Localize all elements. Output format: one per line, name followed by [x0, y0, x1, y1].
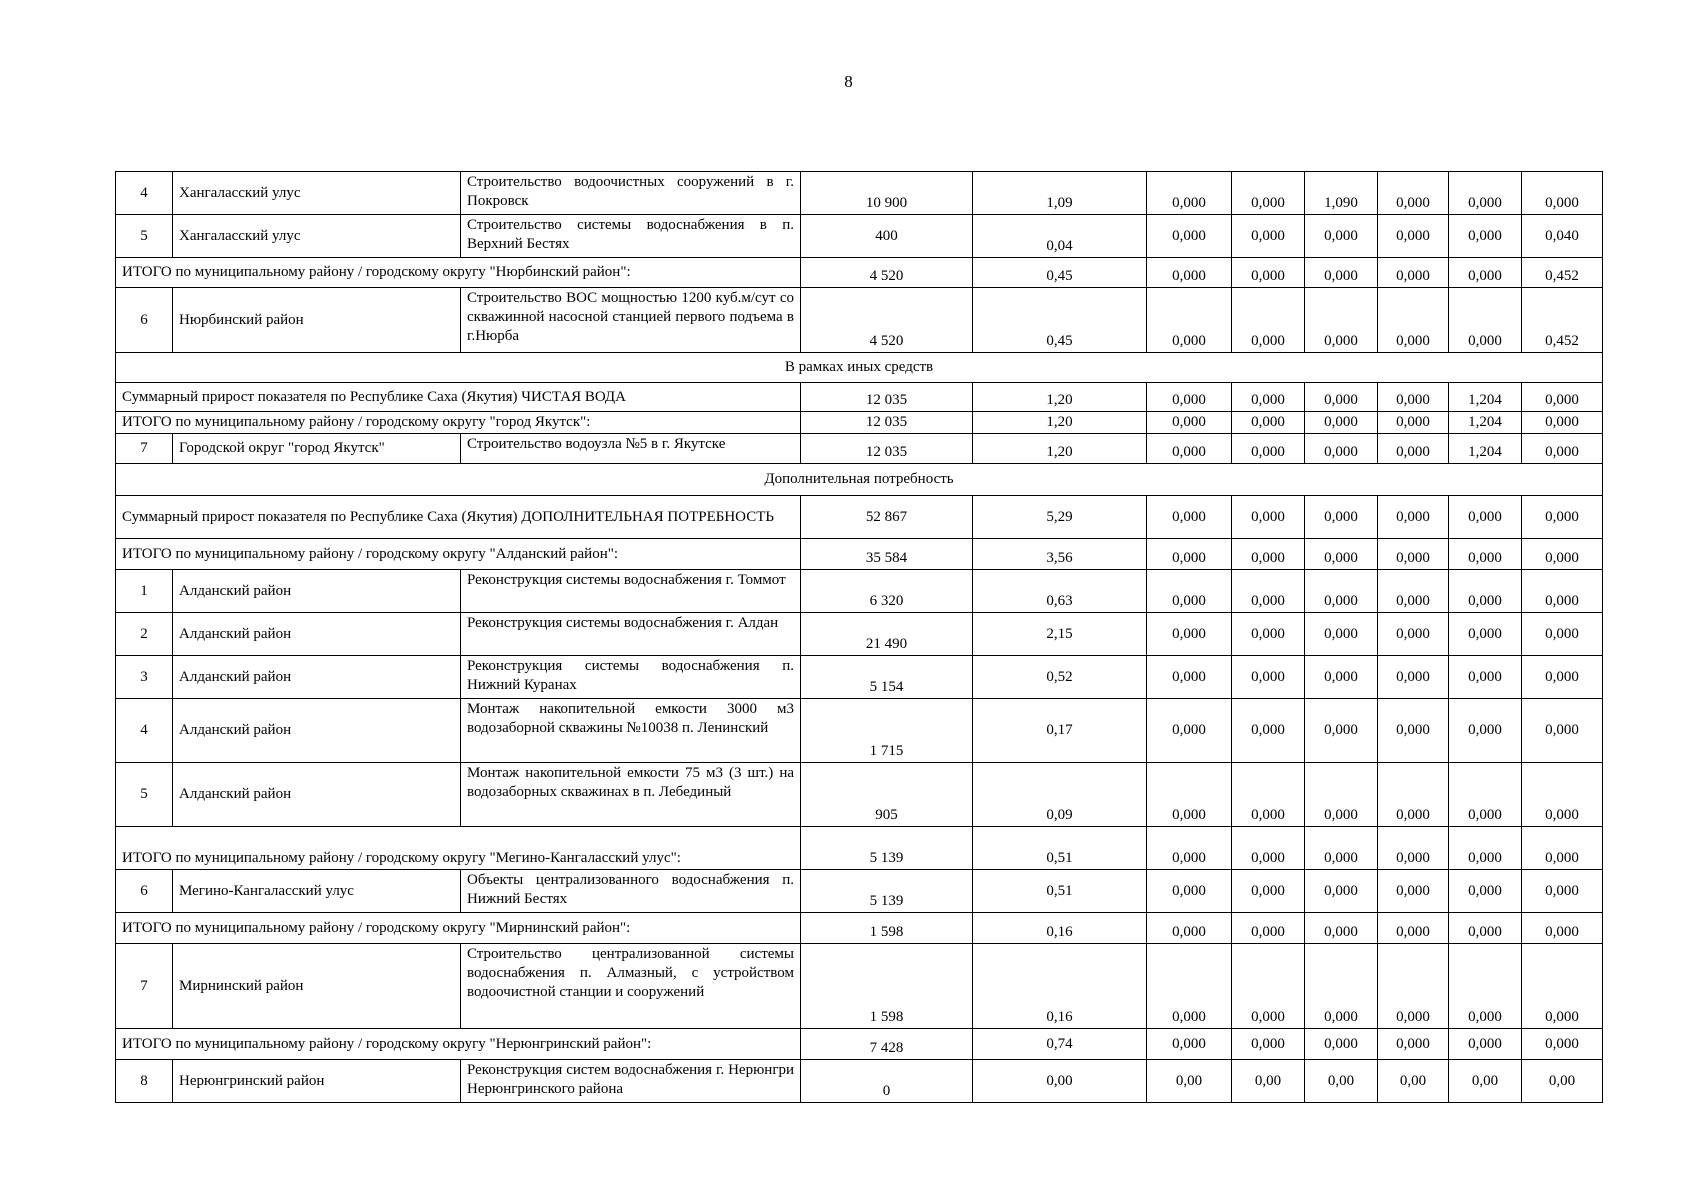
total-volume: 6 320: [801, 570, 973, 613]
year-value: 0,000: [1147, 944, 1232, 1029]
total-row: [116, 1029, 1603, 1060]
table-row: [116, 870, 1603, 913]
total-row: [116, 827, 1603, 870]
total-label: ИТОГО по муниципальному району / городскому округу "Нюрбинский район":: [116, 258, 801, 288]
year-value: 0,000: [1147, 699, 1232, 763]
indicator-increase: 0,16: [973, 913, 1147, 944]
year-value: 0,00: [1305, 1060, 1378, 1103]
year-value: 0,000: [1378, 613, 1449, 656]
year-value: 0,000: [1147, 215, 1232, 258]
total-volume: 1 715: [801, 699, 973, 763]
year-value: 0,000: [1449, 215, 1522, 258]
row-number: 6: [116, 870, 173, 913]
year-value: 0,000: [1305, 383, 1378, 412]
indicator-increase: 0,16: [973, 944, 1147, 1029]
year-value: 0,000: [1232, 258, 1305, 288]
section-header: Дополнительная потребность: [116, 464, 1603, 496]
indicator-increase: 0,17: [973, 699, 1147, 763]
row-number: 7: [116, 944, 173, 1029]
indicator-increase: 0,00: [973, 1060, 1147, 1103]
row-number: 2: [116, 613, 173, 656]
year-value: 0,000: [1449, 1029, 1522, 1060]
year-value: 0,452: [1522, 258, 1603, 288]
year-value: 0,000: [1232, 944, 1305, 1029]
year-value: 0,000: [1147, 870, 1232, 913]
year-value: 0,000: [1232, 172, 1305, 215]
year-value: 0,000: [1378, 288, 1449, 353]
year-value: 0,000: [1232, 215, 1305, 258]
year-value: 0,000: [1522, 944, 1603, 1029]
year-value: 0,000: [1147, 570, 1232, 613]
year-value: 0,000: [1449, 570, 1522, 613]
year-value: 0,000: [1522, 412, 1603, 434]
row-number: 6: [116, 288, 173, 353]
total-volume: 4 520: [801, 288, 973, 353]
district-name: Городской округ "город Якутск": [173, 434, 461, 464]
year-value: 0,000: [1522, 1029, 1603, 1060]
year-value: 0,000: [1232, 496, 1305, 539]
total-label: ИТОГО по муниципальному району / городскому округу "Мегино-Кангаласский улус":: [116, 827, 801, 870]
district-name: Алданский район: [173, 570, 461, 613]
year-value: 0,000: [1449, 944, 1522, 1029]
year-value: 0,000: [1232, 699, 1305, 763]
section-row: [116, 464, 1603, 496]
year-value: 0,040: [1522, 215, 1603, 258]
total-volume: 35 584: [801, 539, 973, 570]
table-body: [116, 172, 1603, 1103]
year-value: 0,000: [1305, 944, 1378, 1029]
year-value: 0,000: [1147, 539, 1232, 570]
row-number: 7: [116, 434, 173, 464]
year-value: 0,000: [1232, 656, 1305, 699]
year-value: 0,000: [1232, 827, 1305, 870]
year-value: 0,000: [1232, 412, 1305, 434]
district-name: Нюрбинский район: [173, 288, 461, 353]
year-value: 0,000: [1522, 434, 1603, 464]
total-volume: 5 154: [801, 656, 973, 699]
year-value: 0,000: [1378, 944, 1449, 1029]
total-volume: 7 428: [801, 1029, 973, 1060]
table-row: [116, 288, 1603, 353]
indicator-increase: 0,45: [973, 288, 1147, 353]
year-value: 0,000: [1522, 763, 1603, 827]
section-row: [116, 353, 1603, 383]
year-value: 0,000: [1305, 913, 1378, 944]
year-value: 0,000: [1378, 870, 1449, 913]
year-value: 0,000: [1232, 870, 1305, 913]
total-volume: 1 598: [801, 913, 973, 944]
year-value: 0,000: [1232, 383, 1305, 412]
total-label: Суммарный прирост показателя по Республике Саха (Якутия) ДОПОЛНИТЕЛЬНАЯ ПОТРЕБНОСТЬ: [116, 496, 801, 539]
object-name: Реконструкция системы водоснабжения г. Томмот: [461, 570, 801, 613]
total-volume: 12 035: [801, 412, 973, 434]
year-value: 0,000: [1147, 763, 1232, 827]
object-name: Строительство ВОС мощностью 1200 куб.м/сут со скважинной насосной станцией первого подъема в г.Нюрба: [461, 288, 801, 353]
indicator-increase: 1,20: [973, 434, 1147, 464]
row-number: 4: [116, 699, 173, 763]
year-value: 0,000: [1522, 613, 1603, 656]
indicator-increase: 0,51: [973, 870, 1147, 913]
object-name: Строительство системы водоснабжения в п. Верхний Бестях: [461, 215, 801, 258]
year-value: 0,00: [1449, 1060, 1522, 1103]
water-projects-table: [115, 171, 1603, 1103]
page-number: 8: [844, 72, 853, 91]
row-number: 4: [116, 172, 173, 215]
total-row: [116, 258, 1603, 288]
year-value: 0,000: [1449, 699, 1522, 763]
year-value: 0,000: [1449, 539, 1522, 570]
year-value: 0,000: [1378, 434, 1449, 464]
object-name: Монтаж накопительной емкости 75 м3 (3 шт.) на водозаборных скважинах в п. Лебединый: [461, 763, 801, 827]
year-value: 0,000: [1522, 656, 1603, 699]
row-number: 8: [116, 1060, 173, 1103]
indicator-increase: 5,29: [973, 496, 1147, 539]
year-value: 0,000: [1305, 613, 1378, 656]
total-row: [116, 913, 1603, 944]
year-value: 0,000: [1522, 172, 1603, 215]
total-volume: 4 520: [801, 258, 973, 288]
total-volume: 0: [801, 1060, 973, 1103]
district-name: Алданский район: [173, 763, 461, 827]
table-row: [116, 172, 1603, 215]
total-label: Суммарный прирост показателя по Республике Саха (Якутия) ЧИСТАЯ ВОДА: [116, 383, 801, 412]
total-row: [116, 412, 1603, 434]
year-value: 0,000: [1522, 870, 1603, 913]
indicator-increase: 0,09: [973, 763, 1147, 827]
year-value: 0,000: [1449, 656, 1522, 699]
table-row: [116, 944, 1603, 1029]
indicator-increase: 2,15: [973, 613, 1147, 656]
total-row: [116, 496, 1603, 539]
total-volume: 1 598: [801, 944, 973, 1029]
year-value: 0,000: [1147, 412, 1232, 434]
year-value: 0,000: [1305, 434, 1378, 464]
year-value: 0,000: [1147, 656, 1232, 699]
year-value: 0,000: [1449, 288, 1522, 353]
row-number: 3: [116, 656, 173, 699]
year-value: 1,204: [1449, 412, 1522, 434]
year-value: 0,000: [1305, 496, 1378, 539]
district-name: Хангаласский улус: [173, 172, 461, 215]
indicator-increase: 0,45: [973, 258, 1147, 288]
year-value: 0,000: [1449, 258, 1522, 288]
year-value: 0,00: [1522, 1060, 1603, 1103]
year-value: 0,000: [1232, 434, 1305, 464]
year-value: 0,000: [1232, 613, 1305, 656]
year-value: 1,204: [1449, 383, 1522, 412]
year-value: 0,000: [1147, 258, 1232, 288]
district-name: Мегино-Кангаласский улус: [173, 870, 461, 913]
indicator-increase: 0,63: [973, 570, 1147, 613]
indicator-increase: 0,52: [973, 656, 1147, 699]
year-value: 0,000: [1522, 539, 1603, 570]
year-value: 0,000: [1147, 827, 1232, 870]
row-number: 1: [116, 570, 173, 613]
indicator-increase: 3,56: [973, 539, 1147, 570]
total-volume: 12 035: [801, 434, 973, 464]
table-row: [116, 570, 1603, 613]
district-name: Хангаласский улус: [173, 215, 461, 258]
table-row: [116, 434, 1603, 464]
total-row: [116, 383, 1603, 412]
year-value: 0,000: [1305, 763, 1378, 827]
year-value: 0,000: [1305, 539, 1378, 570]
year-value: 0,000: [1305, 656, 1378, 699]
object-name: Монтаж накопительной емкости 3000 м3 водозаборной скважины №10038 п. Ленинский: [461, 699, 801, 763]
table-row: [116, 215, 1603, 258]
year-value: 0,000: [1378, 496, 1449, 539]
year-value: 0,000: [1378, 412, 1449, 434]
object-name: Реконструкция систем водоснабжения г. Нерюнгри Нерюнгринского района: [461, 1060, 801, 1103]
year-value: 0,000: [1522, 913, 1603, 944]
year-value: 0,000: [1449, 763, 1522, 827]
year-value: 0,000: [1522, 827, 1603, 870]
district-name: Алданский район: [173, 656, 461, 699]
year-value: 0,000: [1378, 215, 1449, 258]
year-value: 0,000: [1522, 383, 1603, 412]
year-value: 0,000: [1378, 258, 1449, 288]
object-name: Строительство централизованной системы водоснабжения п. Алмазный, с устройством водоочистной станции и сооружений: [461, 944, 801, 1029]
year-value: 0,00: [1378, 1060, 1449, 1103]
year-value: 0,000: [1305, 570, 1378, 613]
year-value: 0,000: [1378, 383, 1449, 412]
year-value: 0,000: [1232, 763, 1305, 827]
indicator-increase: 0,74: [973, 1029, 1147, 1060]
year-value: 0,000: [1305, 1029, 1378, 1060]
year-value: 0,00: [1147, 1060, 1232, 1103]
total-label: ИТОГО по муниципальному району / городскому округу "Мирнинский район":: [116, 913, 801, 944]
table-row: [116, 613, 1603, 656]
year-value: 0,000: [1522, 699, 1603, 763]
year-value: 0,000: [1378, 913, 1449, 944]
object-name: Строительство водоузла №5 в г. Якутске: [461, 434, 801, 464]
year-value: 0,000: [1147, 1029, 1232, 1060]
year-value: 0,000: [1378, 539, 1449, 570]
year-value: 0,000: [1147, 288, 1232, 353]
total-volume: 400: [801, 215, 973, 258]
year-value: 1,090: [1305, 172, 1378, 215]
district-name: Алданский район: [173, 613, 461, 656]
total-volume: 12 035: [801, 383, 973, 412]
year-value: 0,000: [1449, 870, 1522, 913]
total-volume: 5 139: [801, 870, 973, 913]
year-value: 0,000: [1449, 496, 1522, 539]
year-value: 0,000: [1305, 699, 1378, 763]
year-value: 0,000: [1147, 613, 1232, 656]
total-label: ИТОГО по муниципальному району / городскому округу "Нерюнгринский район":: [116, 1029, 801, 1060]
indicator-increase: 0,51: [973, 827, 1147, 870]
year-value: 0,000: [1449, 913, 1522, 944]
year-value: 0,000: [1522, 570, 1603, 613]
year-value: 0,000: [1449, 613, 1522, 656]
district-name: Мирнинский район: [173, 944, 461, 1029]
year-value: 0,000: [1232, 539, 1305, 570]
object-name: Реконструкция системы водоснабжения п. Нижний Куранах: [461, 656, 801, 699]
year-value: 0,000: [1449, 172, 1522, 215]
table-row: [116, 763, 1603, 827]
table-row: [116, 656, 1603, 699]
year-value: 0,000: [1378, 656, 1449, 699]
indicator-increase: 1,20: [973, 412, 1147, 434]
total-row: [116, 539, 1603, 570]
year-value: 0,000: [1378, 827, 1449, 870]
year-value: 0,000: [1305, 412, 1378, 434]
year-value: 0,000: [1305, 827, 1378, 870]
year-value: 0,000: [1378, 1029, 1449, 1060]
year-value: 0,000: [1232, 570, 1305, 613]
year-value: 0,000: [1147, 434, 1232, 464]
year-value: 0,000: [1147, 913, 1232, 944]
year-value: 0,000: [1305, 288, 1378, 353]
year-value: 0,000: [1232, 288, 1305, 353]
year-value: 0,000: [1522, 496, 1603, 539]
year-value: 0,000: [1305, 215, 1378, 258]
total-volume: 5 139: [801, 827, 973, 870]
year-value: 0,000: [1147, 496, 1232, 539]
indicator-increase: 1,09: [973, 172, 1147, 215]
year-value: 1,204: [1449, 434, 1522, 464]
total-volume: 905: [801, 763, 973, 827]
year-value: 0,000: [1147, 172, 1232, 215]
table-row: [116, 699, 1603, 763]
indicator-increase: 0,04: [973, 215, 1147, 258]
total-volume: 10 900: [801, 172, 973, 215]
year-value: 0,000: [1305, 870, 1378, 913]
year-value: 0,000: [1232, 1029, 1305, 1060]
section-header: В рамках иных средств: [116, 353, 1603, 383]
year-value: 0,000: [1449, 827, 1522, 870]
total-volume: 52 867: [801, 496, 973, 539]
object-name: Объекты централизованного водоснабжения п. Нижний Бестях: [461, 870, 801, 913]
year-value: 0,000: [1378, 172, 1449, 215]
table-row: [116, 1060, 1603, 1103]
indicator-increase: 1,20: [973, 383, 1147, 412]
district-name: Нерюнгринский район: [173, 1060, 461, 1103]
year-value: 0,000: [1305, 258, 1378, 288]
total-volume: 21 490: [801, 613, 973, 656]
year-value: 0,000: [1378, 699, 1449, 763]
year-value: 0,000: [1378, 570, 1449, 613]
object-name: Строительство водоочистных сооружений в г. Покровск: [461, 172, 801, 215]
row-number: 5: [116, 763, 173, 827]
year-value: 0,000: [1378, 763, 1449, 827]
year-value: 0,000: [1232, 913, 1305, 944]
total-label: ИТОГО по муниципальному району / городскому округу "Алданский район":: [116, 539, 801, 570]
district-name: Алданский район: [173, 699, 461, 763]
object-name: Реконструкция системы водоснабжения г. Алдан: [461, 613, 801, 656]
year-value: 0,000: [1147, 383, 1232, 412]
row-number: 5: [116, 215, 173, 258]
year-value: 0,00: [1232, 1060, 1305, 1103]
total-label: ИТОГО по муниципальному району / городскому округу "город Якутск":: [116, 412, 801, 434]
year-value: 0,452: [1522, 288, 1603, 353]
